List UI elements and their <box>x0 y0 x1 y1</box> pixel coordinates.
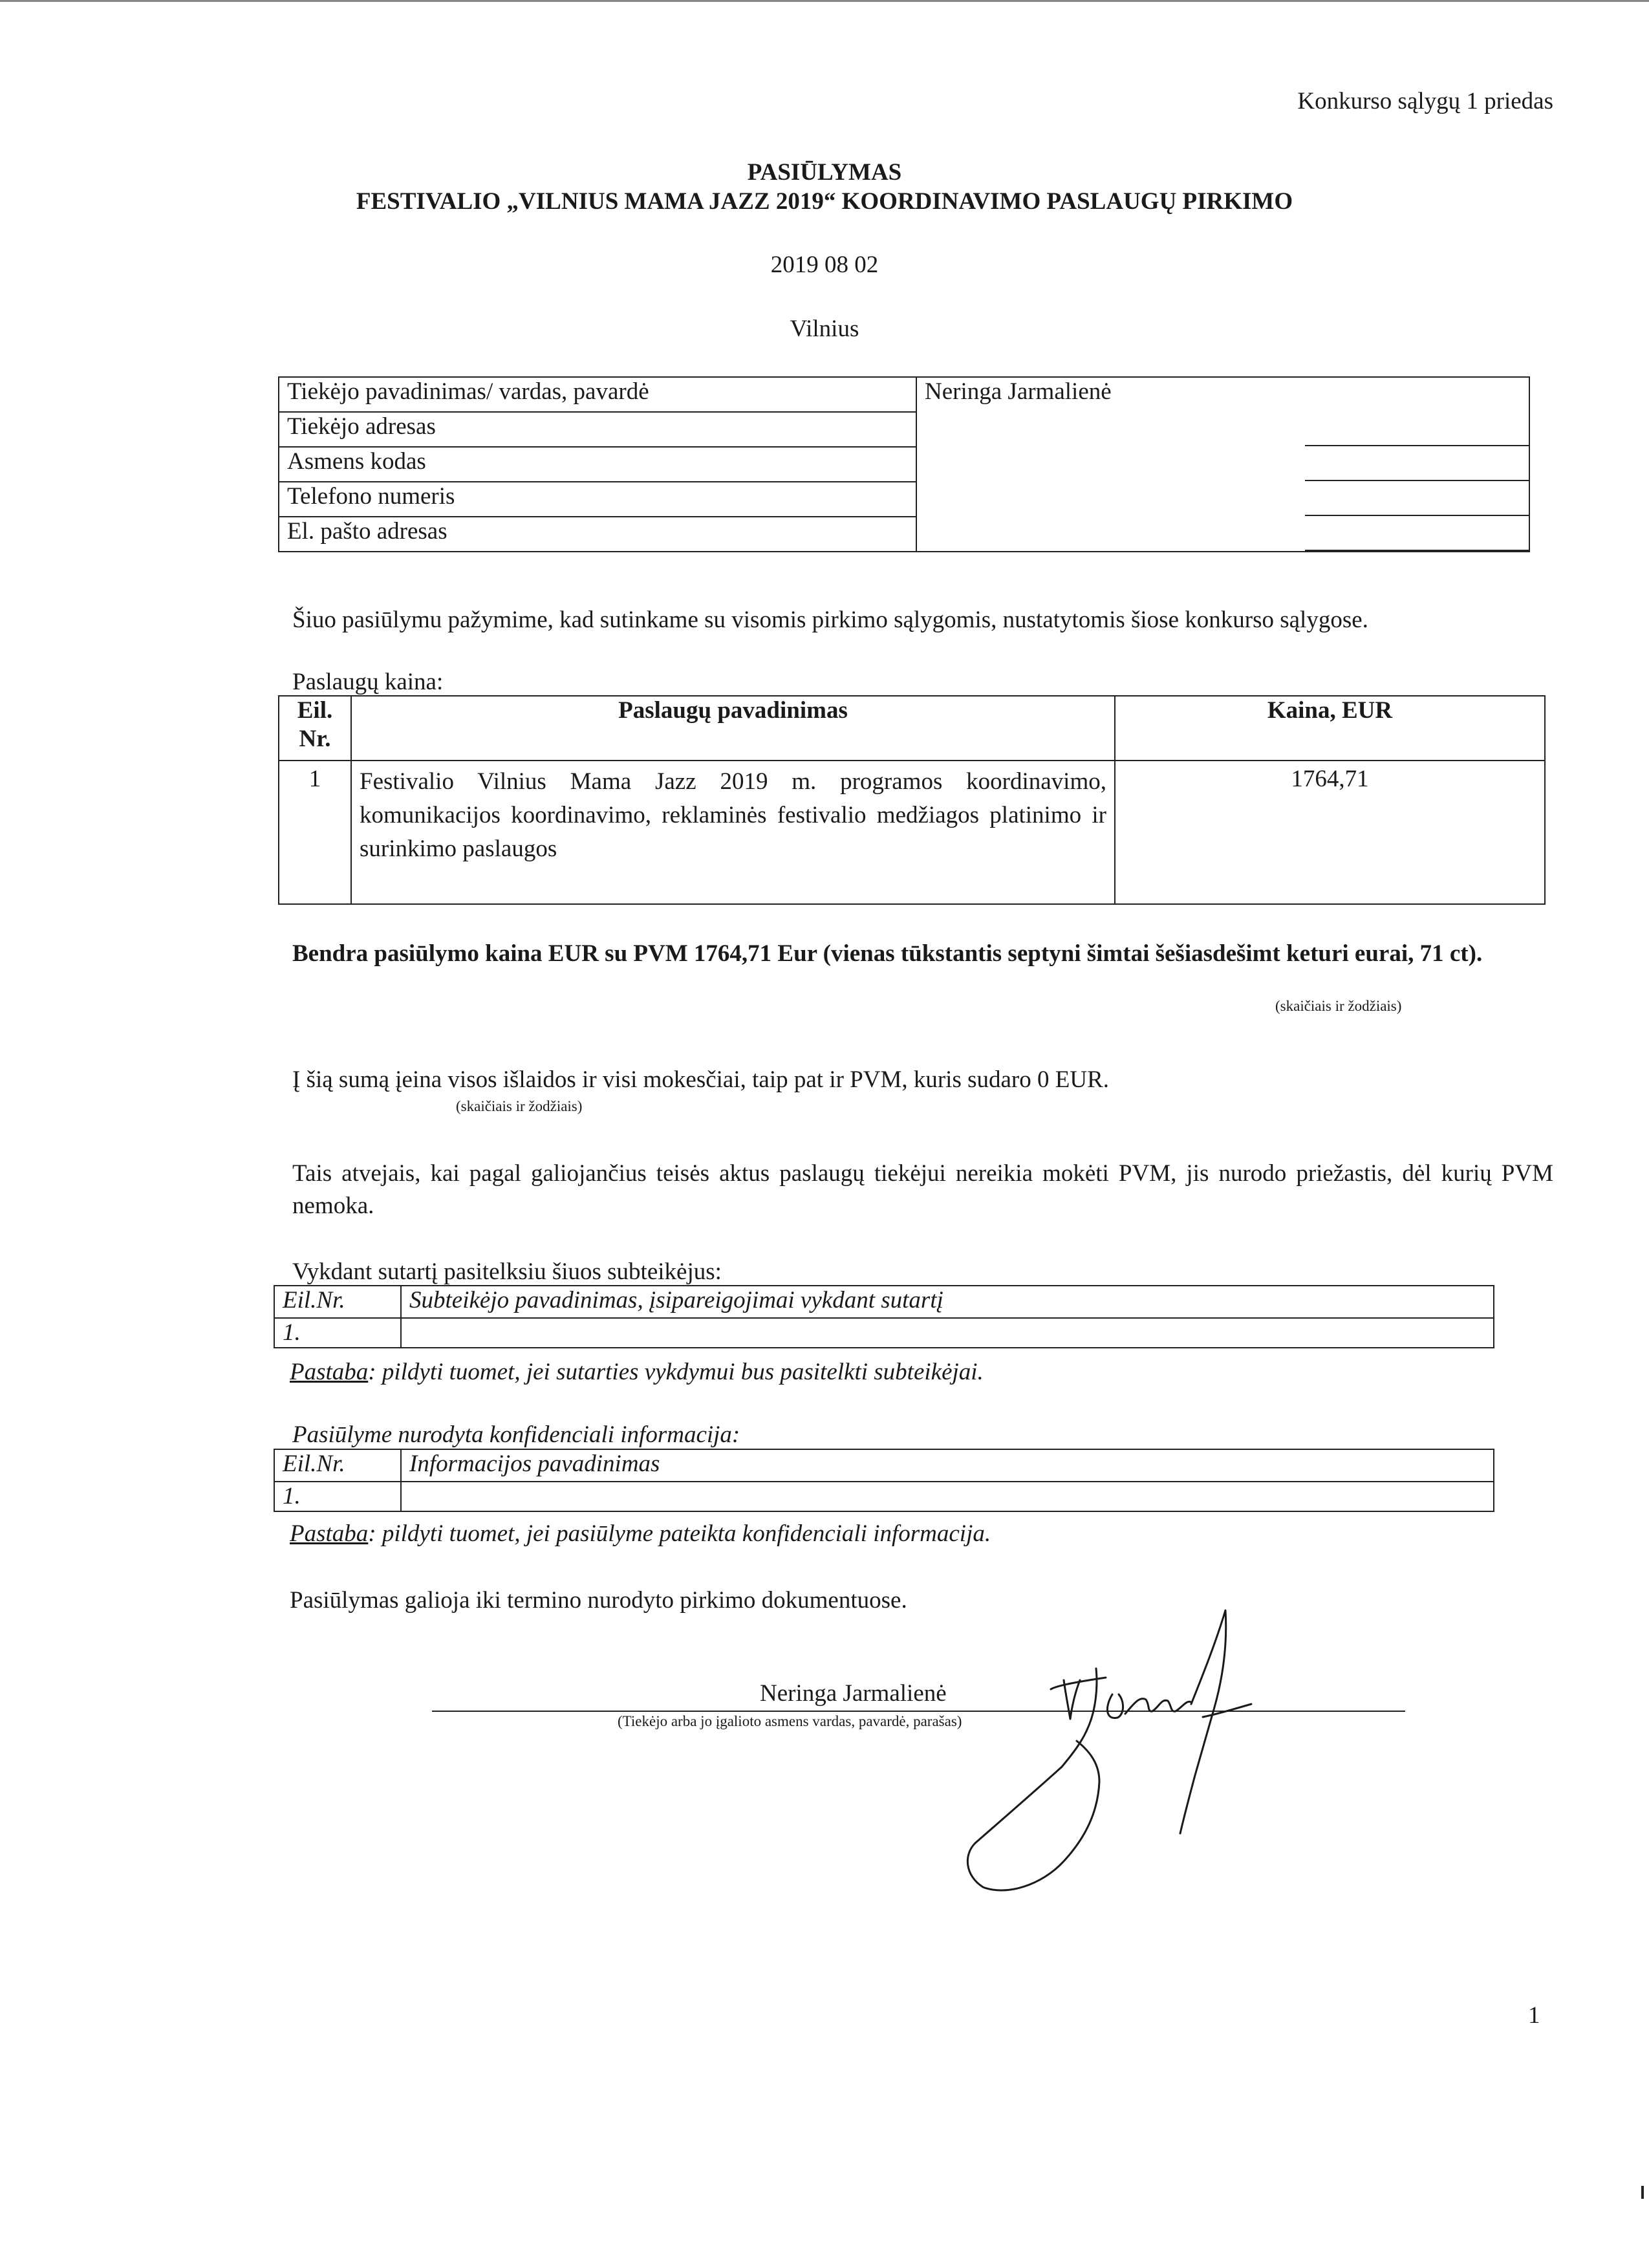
confidential-table <box>274 1449 1494 1512</box>
supplier-label: Tiekėjo pavadinimas/ vardas, pavardė <box>279 377 916 412</box>
confidential-row-no: 1. <box>274 1482 401 1511</box>
column-header-subcontractor: Subteikėjo pavadinimas, įsipareigojimai vykdant sutartį <box>401 1286 1494 1318</box>
subcontractors-note <box>290 1358 984 1387</box>
supplier-label: Telefono numeris <box>279 482 916 517</box>
confidential-header-row <box>274 1449 1494 1482</box>
signatory-name: Neringa Jarmalienė <box>760 1680 947 1707</box>
table-row <box>274 1318 1494 1348</box>
page-number: 1 <box>1528 2002 1540 2029</box>
scan-edge-mark <box>1641 2186 1644 2199</box>
subcontractors-header-row <box>274 1286 1494 1318</box>
phone-value-line <box>1305 515 1530 516</box>
services-table <box>278 695 1546 905</box>
supplier-label: Asmens kodas <box>279 447 916 482</box>
document-date: 2019 08 02 <box>770 252 879 278</box>
confidential-caption: Pasiūlyme nurodyta konfidenciali informacija: <box>292 1421 740 1448</box>
table-row <box>274 1482 1494 1511</box>
signature-hint: (Tiekėjo arba jo įgalioto asmens vardas, pavardė, parašas) <box>618 1713 962 1729</box>
handwritten-signature <box>892 1597 1306 1895</box>
agreement-statement: Šiuo pasiūlymu pažymime, kad sutinkame su visomis pirkimo sąlygomis, nustatytomis šiose konkurso sąlygose. <box>292 607 1368 633</box>
confidential-note <box>290 1520 991 1548</box>
supplier-label: Tiekėjo adresas <box>279 412 916 447</box>
service-row-name: Festivalio Vilnius Mama Jazz 2019 m. programos koordinavimo, komunikacijos koordinavimo, reklaminės festivalio medžiagos platinimo ir surinkimo paslaugos <box>351 761 1115 904</box>
service-row <box>279 761 1545 904</box>
service-row-price: 1764,71 <box>1115 761 1545 904</box>
service-row-no: 1 <box>279 761 351 904</box>
column-header-no: Eil. Nr. <box>279 696 351 761</box>
subcontractors-table <box>274 1285 1494 1348</box>
scan-top-edge <box>0 0 1649 2</box>
total-price-statement: Bendra pasiūlymo kaina EUR su PVM 1764,71 Eur (vienas tūkstantis septyni šimtai šešiasdešimt keturi eurai, 71 ct). <box>292 940 1483 967</box>
services-caption: Paslaugų kaina: <box>292 669 444 695</box>
document-subtitle: FESTIVALIO „VILNIUS MAMA JAZZ 2019“ KOORDINAVIMO PASLAUGŲ PIRKIMO <box>356 188 1293 215</box>
column-header-service-name: Paslaugų pavadinimas <box>351 696 1115 761</box>
validity-statement: Pasiūlymas galioja iki termino nurodyto pirkimo dokumentuose. <box>290 1587 907 1614</box>
column-header-information: Informacijos pavadinimas <box>401 1449 1494 1482</box>
address-value-line <box>1305 445 1530 446</box>
supplier-row <box>279 377 1529 412</box>
note-text: : pildyti tuomet, jei sutarties vykdymui bus pasitelkti subteikėjai. <box>368 1359 984 1385</box>
subcontractors-caption: Vykdant sutartį pasitelksiu šiuos subteikėjus: <box>292 1258 722 1285</box>
subcontractor-row-no: 1. <box>274 1318 401 1348</box>
supplier-table <box>278 376 1530 552</box>
document-city: Vilnius <box>790 316 859 342</box>
note-label: Pastaba <box>290 1520 369 1547</box>
subcontractor-row-name <box>401 1318 1494 1348</box>
column-header-no: Eil.Nr. <box>274 1286 401 1318</box>
services-header-row <box>279 696 1545 761</box>
column-header-price: Kaina, EUR <box>1115 696 1545 761</box>
email-value-line <box>1305 550 1530 551</box>
vat-statement: Į šią sumą įeina visos išlaidos ir visi mokesčiai, taip pat ir PVM, kuris sudaro 0 EUR. <box>292 1066 1110 1093</box>
total-price-hint: (skaičiais ir žodžiais) <box>1275 998 1402 1014</box>
vat-hint: (skaičiais ir žodžiais) <box>456 1098 583 1114</box>
document-title: PASIŪLYMAS <box>747 159 902 186</box>
note-label: Pastaba <box>290 1359 369 1385</box>
personal-code-value-line <box>1305 480 1530 481</box>
confidential-row-name <box>401 1482 1494 1511</box>
vat-reason-statement: Tais atvejais, kai pagal galiojančius teisės aktus paslaugų tiekėjui nereikia mokėti PVM, jis nurodo priežastis, dėl kurių PVM nemoka. <box>292 1160 1553 1219</box>
note-text: : pildyti tuomet, jei pasiūlyme pateikta konfidenciali informacija. <box>368 1520 991 1547</box>
column-header-no: Eil.Nr. <box>274 1449 401 1482</box>
supplier-value: Neringa Jarmalienė <box>916 377 1529 552</box>
supplier-label: El. pašto adresas <box>279 517 916 552</box>
annex-label: Konkurso sąlygų 1 priedas <box>1297 88 1553 114</box>
